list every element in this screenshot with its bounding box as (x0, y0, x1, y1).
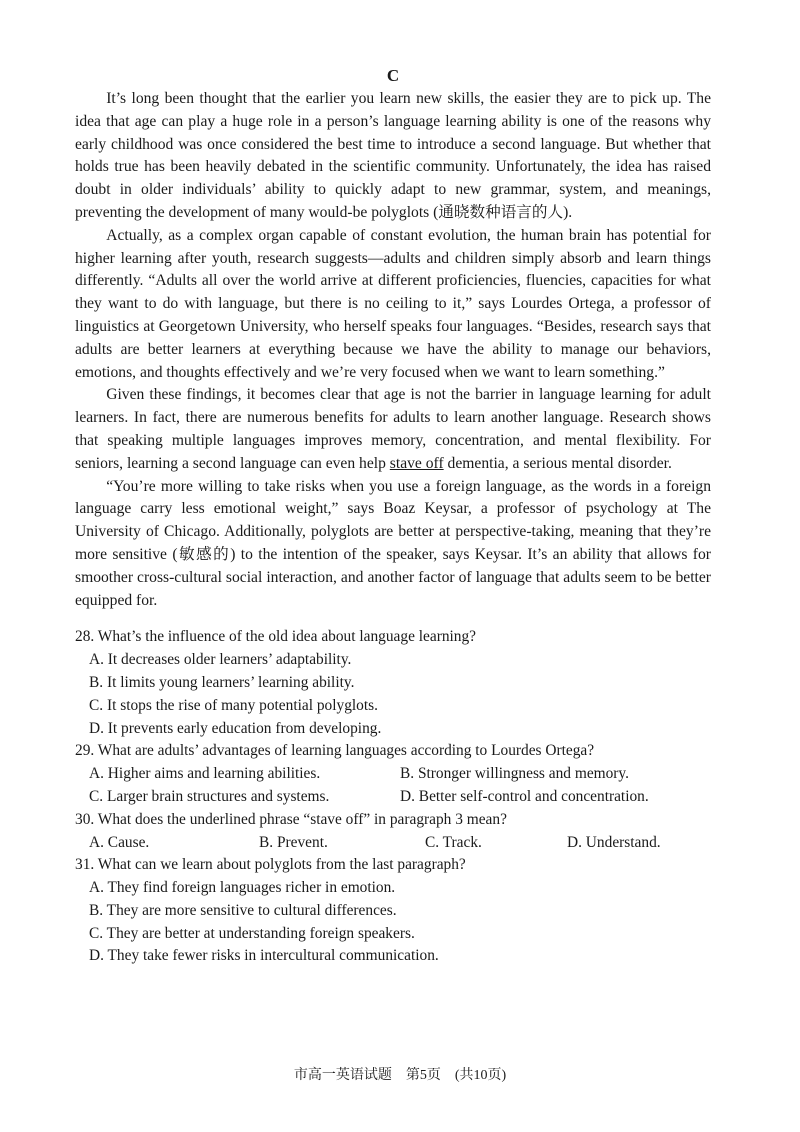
option-d: D. Understand. (567, 833, 661, 851)
question-stem: 31. What can we learn about polyglots from the last paragraph? (75, 856, 466, 874)
option-b: B. Prevent. (259, 833, 328, 851)
question-stem: 29. What are adults’ advantages of learning languages according to Lourdes Ortega? (75, 742, 595, 760)
option-c: C. Larger brain structures and systems. (89, 787, 330, 805)
paragraph-3: Given these findings, it becomes clear that age is not the barrier in language learning for adult learners. In fact, there are numerous benefits for adults to learn another language. Research shows that speaking multiple languages improves memory, concentration, and mental flexibility. For seniors, learning a second language can even help stave off dementia, a serious mental disorder. (75, 386, 711, 472)
paragraph-4: “You’re more willing to take risks when you use a foreign language, as the words in a foreign language carry less emotional weight,” says Boaz Keysar, a professor of psychology at The University of Chicago. Additionally, polyglots are better at perspective-taking, meaning that they’re more sensitive (敏感的) to the intention of the speaker, says Keysar. It’s an ability that allows for smoother cross-cultural social interaction, and another factor of language that adults seem to be better equipped for. (75, 477, 711, 609)
question-30 (75, 809, 711, 855)
option-b: B. They are more sensitive to cultural differences. (89, 901, 397, 919)
option-d: D. It prevents early education from developing. (89, 719, 382, 737)
question-31 (75, 854, 711, 968)
option-a: A. They find foreign languages richer in emotion. (89, 879, 396, 897)
option-b: B. It limits young learners’ learning ability. (89, 673, 355, 691)
option-a: A. Higher aims and learning abilities. (89, 765, 321, 783)
question-29 (75, 740, 711, 808)
question-28 (75, 626, 711, 740)
option-c: C. Track. (425, 833, 482, 851)
option-b: B. Stronger willingness and memory. (400, 765, 629, 783)
option-c: C. They are better at understanding foreign speakers. (89, 924, 415, 942)
option-c: C. It stops the rise of many potential polyglots. (89, 696, 378, 714)
option-a: A. It decreases older learners’ adaptability. (89, 651, 352, 669)
option-d: D. They take fewer risks in intercultural communication. (89, 947, 439, 965)
page-footer: 市高一英语试题 第5页 (共10页) (293, 1068, 507, 1083)
question-stem: 28. What’s the influence of the old idea about language learning? (75, 628, 477, 646)
section-label: C (386, 66, 400, 85)
paragraph-1: It’s long been thought that the earlier you learn new skills, the easier they are to pick up. The idea that age can play a huge role in a person’s language learning ability is one of the reasons why early childhood was once considered the best time to introduce a second language. But whether that holds true has been heavily debated in the scientific community. Unfortunately, the idea has raised doubt in older individuals’ ability to quickly adapt to new grammar, system, and meanings, preventing the development of many would-be polyglots (通晓数种语言的人). (75, 90, 711, 221)
option-d: D. Better self-control and concentration. (400, 787, 649, 805)
underlined-phrase: stave off (389, 454, 444, 472)
question-stem: 30. What does the underlined phrase “stave off” in paragraph 3 mean? (75, 810, 507, 828)
exam-page (75, 64, 711, 968)
option-a: A. Cause. (89, 833, 150, 851)
questions (75, 626, 711, 968)
paragraph-2: Actually, as a complex organ capable of constant evolution, the human brain has potential for higher learning after youth, research suggests—adults and children simply absorb and learn things differently. “Adults all over the world arrive at different proficiencies, fluencies, capacities for what they want to do with language, but there is no ceiling to it,” says Lourdes Ortega, a professor of linguistics at Georgetown University, who herself speaks four languages. “Besides, research says that adults are better learners at everything because we have the ability to manage our behaviors, emotions, and thoughts effectively and we’re very focused when we want to learn something.” (75, 226, 711, 381)
